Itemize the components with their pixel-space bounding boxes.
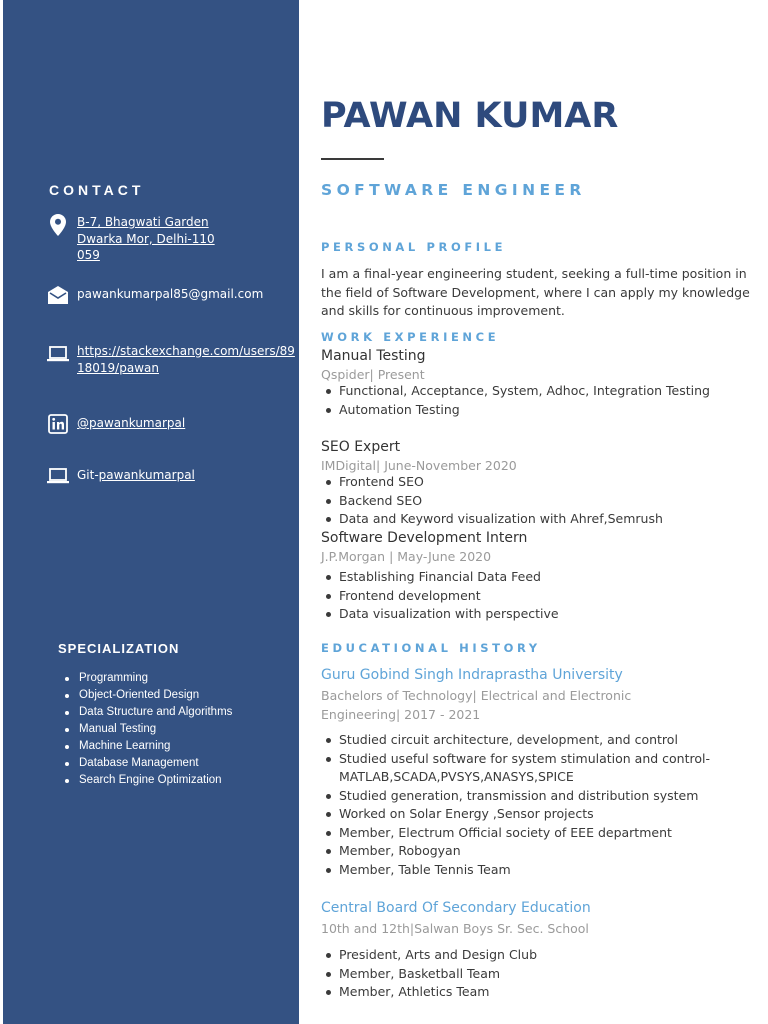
list-item: Machine Learning bbox=[64, 739, 232, 756]
job-bullets bbox=[321, 382, 741, 419]
laptop-icon bbox=[43, 465, 73, 487]
person-name: PAWAN KUMAR bbox=[321, 96, 619, 136]
job-title-heading: SOFTWARE ENGINEER bbox=[321, 181, 586, 199]
job-bullets bbox=[321, 568, 741, 624]
list-item: Backend SEO bbox=[321, 492, 741, 511]
linkedin-icon bbox=[43, 413, 73, 435]
laptop-icon bbox=[43, 343, 73, 365]
list-item: Database Management bbox=[64, 756, 232, 773]
list-item: Member, Athletics Team bbox=[321, 983, 741, 1002]
list-item: Automation Testing bbox=[321, 401, 741, 420]
list-item: Worked on Solar Energy ,Sensor projects bbox=[321, 805, 741, 824]
education-heading: EDUCATIONAL HISTORY bbox=[321, 641, 541, 655]
list-item: Member, Robogyan bbox=[321, 842, 741, 861]
address-link[interactable]: B-7, Bhagwati Garden Dwarka Mor, Delhi-110059 bbox=[77, 215, 215, 262]
contact-heading: CONTACT bbox=[49, 182, 145, 198]
sidebar bbox=[3, 0, 299, 1024]
list-item: Data visualization with perspective bbox=[321, 605, 741, 624]
list-item: President, Arts and Design Club bbox=[321, 946, 741, 965]
contact-email bbox=[43, 284, 298, 306]
envelope-icon bbox=[43, 284, 73, 306]
git-text: Git-pawankumarpal bbox=[77, 468, 195, 482]
school-subtitle: Bachelors of Technology| Electrical and Electronic Engineering| 2017 - 2021 bbox=[321, 688, 632, 722]
list-item: Frontend development bbox=[321, 587, 741, 606]
list-item: Studied circuit architecture, development, and control bbox=[321, 731, 741, 750]
work-heading: WORK EXPERIENCE bbox=[321, 330, 500, 344]
list-item: Object-Oriented Design bbox=[64, 688, 232, 705]
list-item: Member, Basketball Team bbox=[321, 965, 741, 984]
linkedin-link[interactable]: @pawankumarpal bbox=[77, 416, 186, 430]
list-item: Frontend SEO bbox=[321, 473, 741, 492]
list-item: Member, Electrum Official society of EEE department bbox=[321, 824, 741, 843]
list-item: Studied generation, transmission and distribution system bbox=[321, 787, 741, 806]
git-link[interactable]: pawankumarpal bbox=[98, 468, 195, 482]
list-item: Data and Keyword visualization with Ahref,Semrush bbox=[321, 510, 741, 529]
job-subtitle: IMDigital| June-November 2020 bbox=[321, 458, 517, 473]
specialization-list bbox=[64, 671, 232, 790]
list-item: Data Structure and Algorithms bbox=[64, 705, 232, 722]
contact-address bbox=[43, 214, 298, 264]
list-item: Manual Testing bbox=[64, 722, 232, 739]
school-bullets bbox=[321, 946, 741, 1002]
location-pin-icon bbox=[43, 214, 73, 236]
contact-git bbox=[43, 465, 298, 487]
list-item: Member, Table Tennis Team bbox=[321, 861, 741, 880]
job-title: Manual Testing bbox=[321, 348, 426, 364]
school-subtitle: 10th and 12th|Salwan Boys Sr. Sec. School bbox=[321, 921, 589, 936]
job-title: SEO Expert bbox=[321, 439, 401, 455]
name-divider bbox=[321, 158, 384, 160]
contact-website bbox=[43, 343, 298, 376]
school-bullets bbox=[321, 731, 741, 879]
profile-text: I am a final-year engineering student, seeking a full-time position in the field of Software Development, where I can apply my knowledge and skills for continuous improvement. bbox=[321, 266, 750, 318]
job-title: Software Development Intern bbox=[321, 530, 528, 546]
school-name: Central Board Of Secondary Education bbox=[321, 900, 591, 916]
list-item: Functional, Acceptance, System, Adhoc, Integration Testing bbox=[321, 382, 741, 401]
list-item: Programming bbox=[64, 671, 232, 688]
email-text[interactable]: pawankumarpal85@gmail.com bbox=[77, 287, 264, 301]
list-item: Establishing Financial Data Feed bbox=[321, 568, 741, 587]
list-item: Search Engine Optimization bbox=[64, 773, 232, 790]
job-subtitle: J.P.Morgan | May-June 2020 bbox=[321, 549, 492, 564]
job-subtitle: Qspider| Present bbox=[321, 367, 425, 382]
website-link[interactable]: https://stackexchange.com/users/8918019/pawan bbox=[77, 344, 295, 375]
job-bullets bbox=[321, 473, 741, 529]
contact-linkedin bbox=[43, 413, 298, 435]
list-item: Studied useful software for system stimulation and control-MATLAB,SCADA,PVSYS,ANASYS,SPICE bbox=[321, 750, 741, 787]
specialization-heading: SPECIALIZATION bbox=[58, 641, 180, 656]
profile-heading: PERSONAL PROFILE bbox=[321, 240, 507, 254]
school-name: Guru Gobind Singh Indraprastha University bbox=[321, 667, 623, 683]
